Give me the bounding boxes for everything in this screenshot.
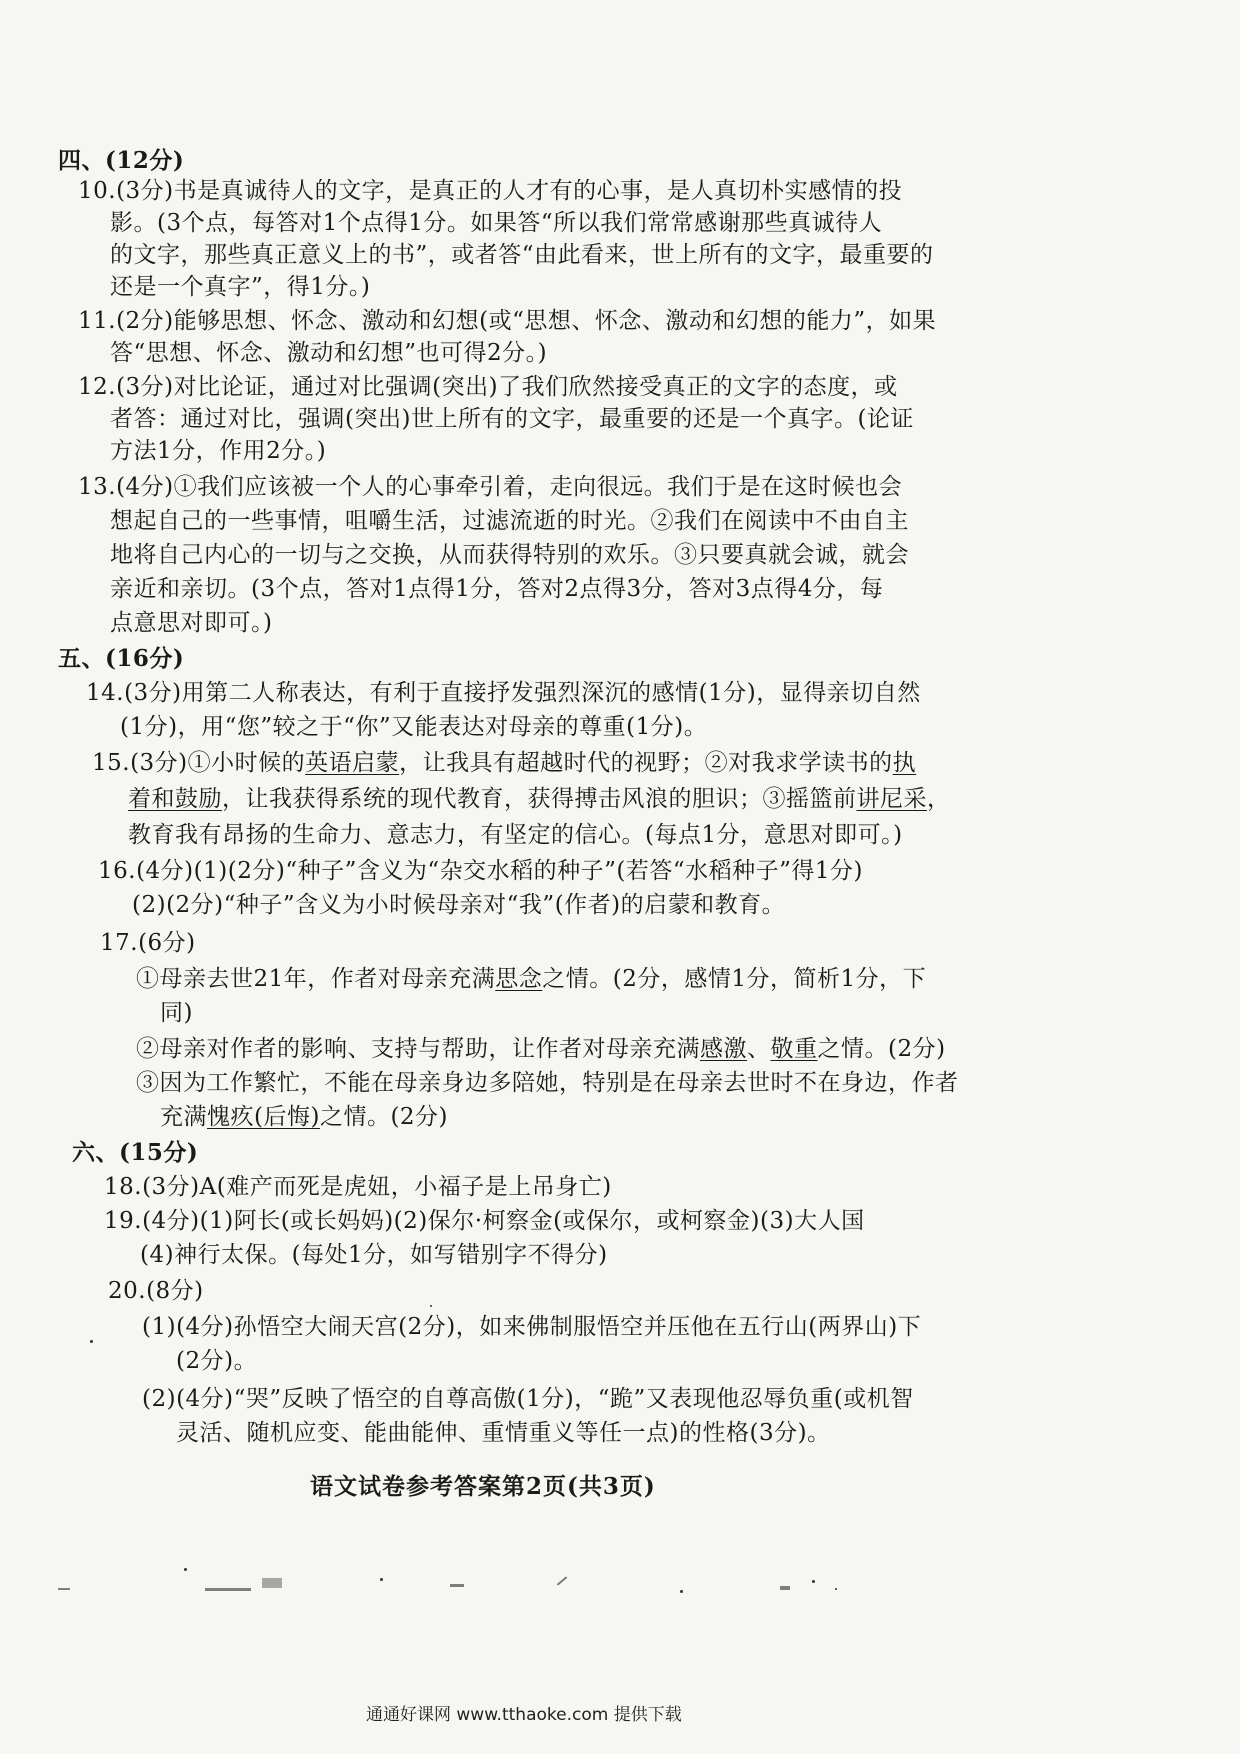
q12-line-3: 方法1分，作用2分。)	[110, 438, 327, 464]
q17-answer-3-line-2	[160, 1102, 448, 1132]
page-footer-title: 语文试卷参考答案第2页(共3页)	[310, 1473, 656, 1500]
q13-line-1: 13.(4分)①我们应该被一个人的心事牵引着，走向很远。我们于是在这时候也会	[78, 474, 903, 500]
q13-line-5: 点意思对即可。)	[110, 610, 273, 636]
q20-part-2-line-1: (2)(4分)“哭”反映了悟空的自尊高傲(1分)，“跪”又表现他忍辱负重(或机智	[142, 1386, 914, 1412]
q11-line-2: 答“思想、怀念、激动和幻想”也可得2分。)	[110, 340, 548, 366]
q15-underlined-phrase: 执	[892, 750, 917, 776]
q15-underlined-phrase: 英语启蒙	[305, 750, 400, 776]
q15-text: ，	[927, 786, 951, 812]
q10-line-3: 的文字，那些真正意义上的书”，或者答“由此看来，世上所有的文字，最重要的	[110, 242, 934, 268]
scan-smudge	[780, 1586, 790, 1590]
q10-line-1: 10.(3分)书是真诚待人的文字，是真正的人才有的心事，是人真切朴实感情的投	[78, 178, 903, 204]
q19-line-1: 19.(4分)(1)阿长(或长妈妈)(2)保尔·柯察金(或保尔，或柯察金)(3)大人国	[104, 1208, 865, 1234]
q10-line-2: 影。(3个点，每答对1个点得1分。如果答“所以我们常常感谢那些真诚待人	[110, 210, 883, 236]
q15-line-1	[92, 748, 916, 778]
q14-line-1: 14.(3分)用第二人称表达，有利于直接抒发强烈深沉的感情(1分)，显得亲切自然	[86, 680, 921, 706]
q13-line-4: 亲近和亲切。(3个点，答对1点得1分，答对2点得3分，答对3点得4分，每	[110, 576, 884, 602]
q13-line-3: 地将自己内心的一切与之交换，从而获得特别的欢乐。③只要真就会诚，就会	[110, 542, 909, 568]
q19-line-2: (4)神行太保。(每处1分，如写错别字不得分)	[140, 1242, 608, 1268]
q17-text: 之情。(2分，感情1分，简析1分，下	[542, 966, 927, 992]
q20-part-1-line-1: (1)(4分)孙悟空大闹天宫(2分)，如来佛制服悟空并压他在五行山(两界山)下	[142, 1314, 922, 1340]
q14-line-2: (1分)，用“您”较之于“你”又能表达对母亲的尊重(1分)。	[120, 714, 708, 740]
scan-smudge	[58, 1588, 70, 1590]
q17-header: 17.(6分)	[100, 930, 196, 956]
q12-line-2: 者答：通过对比，强调(突出)世上所有的文字，最重要的还是一个真字。(论证	[110, 406, 914, 432]
q17-underlined-phrase: 思念	[495, 966, 543, 992]
scan-speck	[812, 1580, 815, 1583]
scan-speck	[430, 1305, 432, 1307]
scan-smudge	[205, 1588, 251, 1591]
scan-smudge	[450, 1584, 464, 1587]
q17-answer-3-line-1: ③因为工作繁忙，不能在母亲身边多陪她，特别是在母亲去世时不在身边，作者	[136, 1070, 959, 1096]
q17-answer-1-line-2: 同)	[160, 1000, 193, 1026]
scan-smudge	[262, 1578, 282, 1588]
q17-text: 之情。(2分)	[817, 1036, 946, 1062]
q17-underlined-phrase: 敬重	[770, 1036, 818, 1062]
q11-line-1: 11.(2分)能够思想、怀念、激动和幻想(或“思想、怀念、激动和幻想的能力”，如果	[78, 308, 937, 334]
q13-line-2: 想起自己的一些事情，咀嚼生活，过滤流逝的时光。②我们在阅读中不由自主	[110, 508, 909, 534]
q20-part-2-line-2: 灵活、随机应变、能曲能伸、重情重义等任一点)的性格(3分)。	[176, 1420, 831, 1446]
q15-text: ，让我获得系统的现代教育，获得搏击风浪的胆识；③摇篮前	[222, 786, 857, 812]
q17-text: ①母亲去世21年，作者对母亲充满	[136, 966, 496, 992]
scan-smudge	[557, 1576, 567, 1585]
q20-part-1-line-2: (2分)。	[176, 1348, 258, 1374]
q17-underlined-phrase: 愧疚(后悔)	[207, 1104, 320, 1130]
scan-speck	[90, 1340, 93, 1343]
q15-text: ，让我具有超越时代的视野；②对我求学读书的	[399, 750, 893, 776]
q16-line-1: 16.(4分)(1)(2分)“种子”含义为“杂交水稻的种子”(若答“水稻种子”得1分)	[98, 858, 863, 884]
q17-text: 、	[747, 1036, 771, 1062]
scan-speck	[680, 1590, 683, 1593]
q16-line-2: (2)(2分)“种子”含义为小时候母亲对“我”(作者)的启蒙和教育。	[132, 892, 786, 918]
q17-text: ②母亲对作者的影响、支持与帮助，让作者对母亲充满	[136, 1036, 700, 1062]
scan-speck	[184, 1568, 187, 1571]
q17-answer-2	[136, 1034, 946, 1064]
q17-underlined-phrase: 感激	[700, 1036, 747, 1062]
q18-line-1: 18.(3分)A(难产而死是虎妞，小福子是上吊身亡)	[104, 1174, 612, 1200]
section-five-header: 五、(16分)	[58, 645, 185, 672]
q15-line-3: 教育我有昂扬的生命力、意志力，有坚定的信心。(每点1分，意思对即可。)	[128, 822, 903, 848]
q17-text: 之情。(2分)	[319, 1104, 449, 1130]
q15-underlined-phrase: 讲尼采	[856, 786, 927, 812]
section-four-header: 四、(12分)	[58, 147, 185, 174]
q17-answer-1-line-1	[136, 964, 926, 994]
q20-header: 20.(8分)	[108, 1278, 204, 1304]
q15-underlined-phrase: 着和鼓励	[128, 786, 222, 812]
q15-line-2	[128, 784, 951, 814]
section-six-header: 六、(15分)	[72, 1139, 199, 1166]
scan-speck	[835, 1588, 837, 1590]
download-watermark: 通通好课网 www.tthaoke.com 提供下载	[366, 1705, 682, 1725]
q17-text: 充满	[160, 1104, 207, 1130]
q15-text: 15.(3分)①小时候的	[92, 750, 306, 776]
scan-speck	[380, 1578, 383, 1581]
q12-line-1: 12.(3分)对比论证，通过对比强调(突出)了我们欣然接受真正的文字的态度，或	[78, 374, 898, 400]
q10-line-4: 还是一个真字”，得1分。)	[110, 274, 371, 300]
